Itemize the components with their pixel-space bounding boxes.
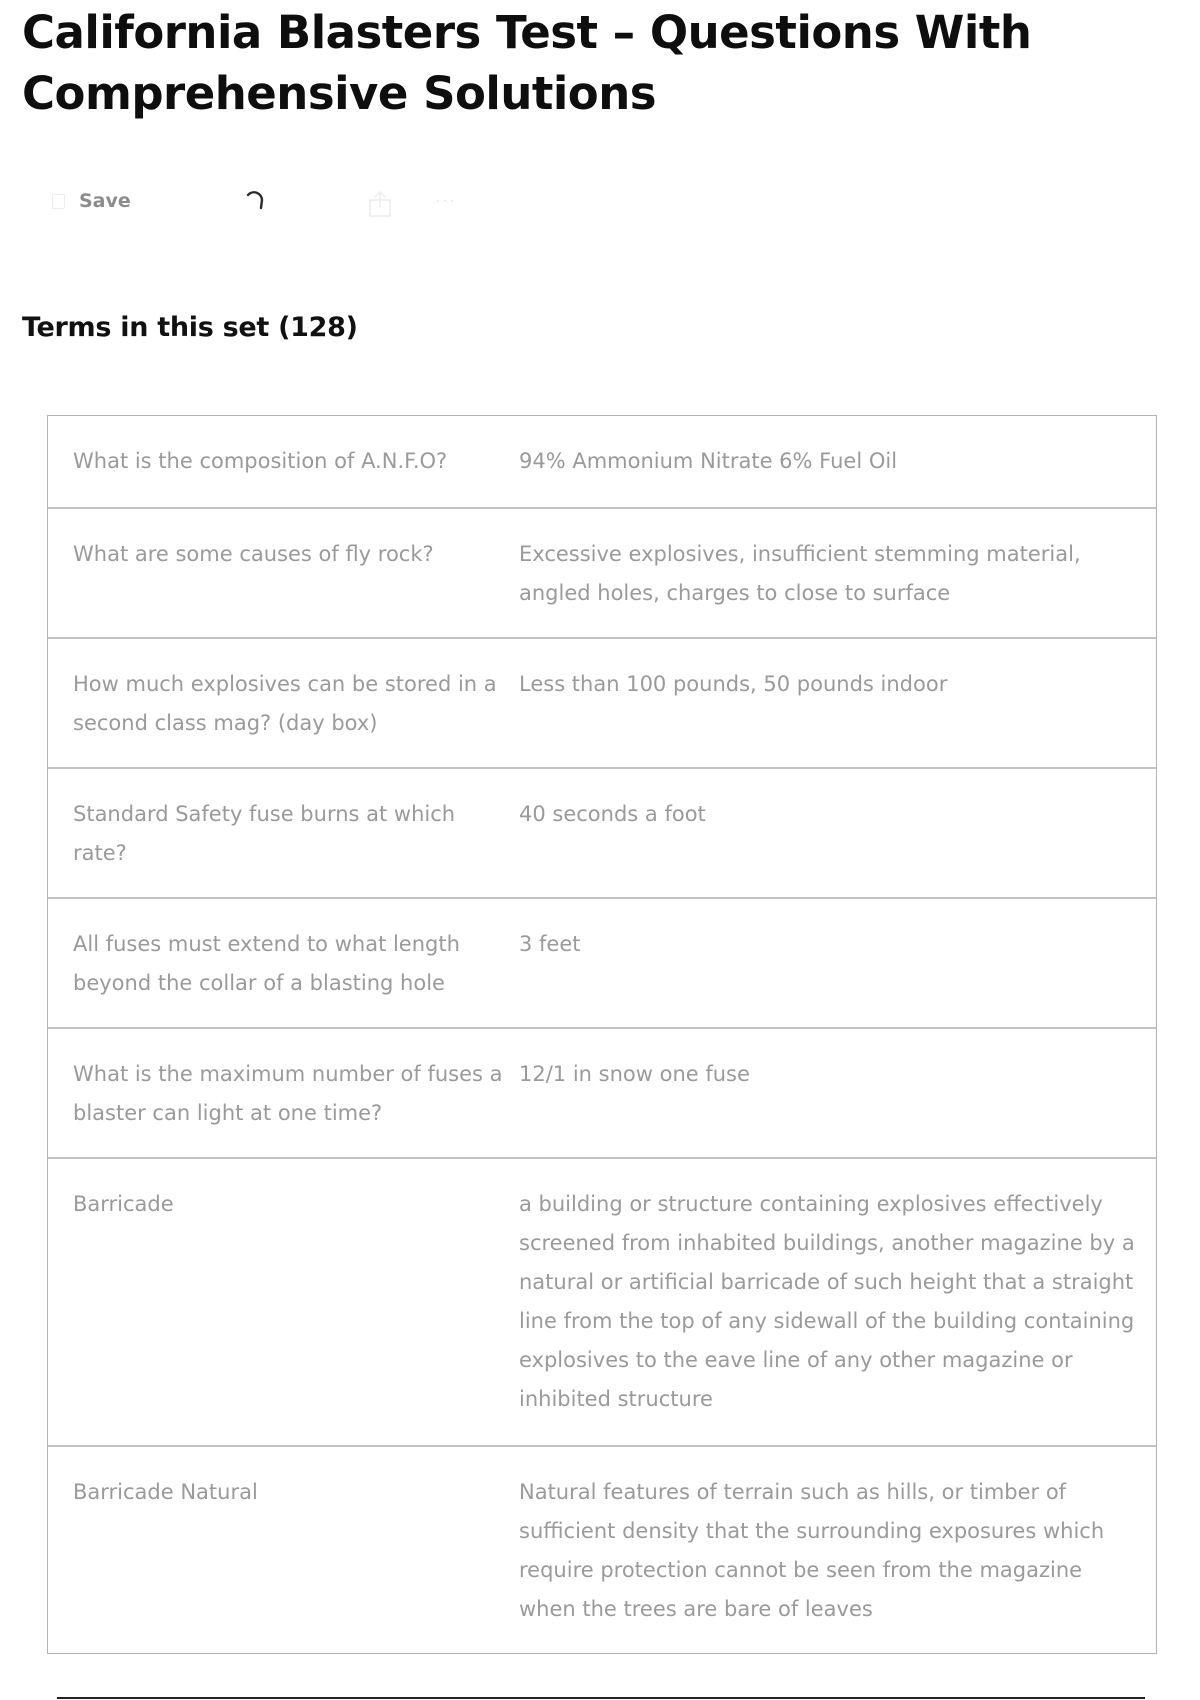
term-question: All fuses must extend to what length beyond the collar of a blasting hole xyxy=(73,932,460,995)
term-answer: 40 seconds a foot xyxy=(519,802,706,826)
set-toolbar xyxy=(52,188,502,226)
term-answer: Natural features of terrain such as hills, or timber of sufficient density that the surrounding exposures which require protection cannot be seen from the magazine when the trees are bare of leaves xyxy=(519,1480,1105,1621)
term-answer: a building or structure containing explosives effectively screened from inhabited buildings, another magazine by a natural or artificial barricade of such height that a straight line from the top of any sidewall of the building containing explosives to the eave line of any other magazine or inhibited structure xyxy=(519,1192,1135,1411)
term-question: Barricade Natural xyxy=(73,1480,258,1504)
save-label: Save xyxy=(79,190,131,212)
term-question: How much explosives can be stored in a second class mag? (day box) xyxy=(73,672,497,735)
term-answer: Less than 100 pounds, 50 pounds indoor xyxy=(519,672,948,696)
term-answer: 94% Ammonium Nitrate 6% Fuel Oil xyxy=(519,449,898,473)
share-icon[interactable] xyxy=(368,190,392,218)
term-row xyxy=(48,637,1156,767)
term-question: What is the maximum number of fuses a blaster can light at one time? xyxy=(73,1062,503,1125)
term-row xyxy=(48,897,1156,1027)
terms-heading: Terms in this set (128) xyxy=(22,312,358,343)
term-question: What are some causes of fly rock? xyxy=(73,542,434,566)
term-row xyxy=(48,507,1156,637)
divider-line xyxy=(57,1697,1145,1699)
page-title: California Blasters Test – Questions With Comprehensive Solutions xyxy=(22,6,1032,120)
more-options-icon[interactable]: ··· xyxy=(435,192,457,209)
term-row xyxy=(48,1445,1156,1653)
term-answer: Excessive explosives, insufficient stemming material, angled holes, charges to close to surface xyxy=(519,542,1081,605)
term-question: What is the composition of A.N.F.O? xyxy=(73,449,448,473)
term-question: Barricade xyxy=(73,1192,174,1216)
term-answer: 3 feet xyxy=(519,932,581,956)
loading-spinner-icon xyxy=(244,188,266,214)
term-row xyxy=(48,1027,1156,1157)
term-row xyxy=(48,767,1156,897)
term-answer: 12/1 in snow one fuse xyxy=(519,1062,750,1086)
term-row xyxy=(48,416,1156,507)
save-button[interactable] xyxy=(52,190,131,212)
term-question: Standard Safety fuse burns at which rate? xyxy=(73,802,456,865)
checkbox-icon xyxy=(52,194,65,209)
term-row xyxy=(48,1157,1156,1445)
terms-table xyxy=(47,415,1157,1654)
